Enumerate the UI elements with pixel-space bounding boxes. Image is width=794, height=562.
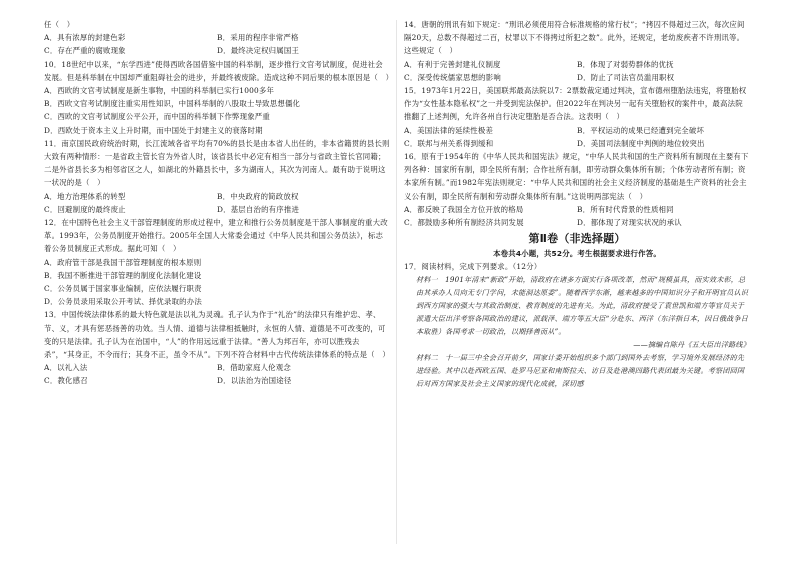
- right-column: [404, 18, 750, 390]
- q17-title: 17．阅读材料，完成下列要求。（12分）: [404, 262, 542, 272]
- q12-option-d: D．公务员录用采取公开考试、择优录取的办法: [44, 297, 202, 307]
- q14-option-a: A．有利于完善封建礼仪制度: [404, 59, 501, 69]
- q11-option-a: A．地方治理体系的转型: [44, 191, 126, 201]
- q9-option-a: A．具有浓厚的封建色彩: [44, 33, 126, 43]
- q11-options: [44, 190, 390, 216]
- q15-option-a: A．美国法律的延续性极差: [404, 125, 494, 135]
- q9-option-d: D．最终决定权归属国王: [217, 46, 300, 56]
- q16-options: [404, 203, 750, 229]
- q16-option-b: B．所有时代背景的性质相同: [577, 204, 674, 214]
- q12-stem: 12．在中国特色社会主义干部管理制度的形成过程中，建立和推行公务员制度是干部人事制度的重大改革。1993年，公务员制度开始推行。2005年全国人大常委会通过《中华人民共和国公务员法》，标志着公务员制度正式形成。据此可知（ ）: [44, 218, 388, 254]
- q15-stem: 15．1973年1月22日，美国联邦最高法院以7：2票数裁定通过判决，宣布德州堕胎法违宪，将堕胎权作为“女性基本隐私权”之一并受到宪法保护。但2022年在判决另一起有关堕胎权的案件中，最高法院推翻了上述判例，允许各州自行决定堕胎是否合法。这表明（ ）: [404, 86, 747, 122]
- q16-option-d: D．都体现了对现实状况的承认: [577, 218, 682, 228]
- q9-option-c: C．存在严重的腐败现象: [44, 46, 126, 56]
- q16-stem: 16．原有于1954年的《中华人民共和国宪法》规定，“中华人民共和国的生产资料所有制现在主要有下列各种：国家所有制，即全民所有制；合作社所有制，即劳动群众集体所有制；个体劳动者所有制；资本家所有制。”而1982年宪法则规定：“中华人民共和国的社会主义经济制度的基础是生产资料的社会主义公有制，即全民所有制和劳动群众集体所有制。”这说明两部宪法（ ）: [404, 152, 749, 201]
- q11-option-c: C．回避制度的最终废止: [44, 204, 126, 214]
- q15-option-c: C．联邦与州关系得到缓和: [404, 138, 494, 148]
- q10-option-d: D．西欧处于资本主义上升时期，而中国处于封建主义的衰落时期: [44, 125, 263, 135]
- q9-tail: 任（ ）: [44, 20, 75, 29]
- q12-options: [44, 256, 390, 309]
- q14-option-c: C．深受传统儒家思想的影响: [404, 72, 501, 82]
- q15-option-b: B．平权运动的成果已经遭到完全破坏: [577, 125, 705, 135]
- column-divider: [396, 20, 397, 544]
- q14-stem: 14．唐朝的刑讯有如下规定：“刑讯必须使用符合标准规格的常行杖”；“拷囚不得超过三次，每次应间隔20天，总数不得超过二百，杖罪以下不得拷过所犯之数”。此外，还规定，老幼废疾者不许刑讯等。这些规定（ ）: [404, 20, 745, 56]
- q11-stem: 11．南京国民政府统治时期，长江流域各省平均有70%的县长是由本省人出任的，非本省籍贯的县长则大致有两种情形：一是省政主管长官为外省人时，该省县长中必定有相当一部分与省政主管长官同籍；二是外省县长多为相邻省区之人，如湖北的外籍县长中，多为湖南人，其次为河南人。最有助于说明这一状况的是（ ）: [44, 138, 390, 188]
- left-column: [44, 18, 394, 388]
- q13-option-d: D．以法治为治国途径: [217, 376, 292, 386]
- q13-stem: 13．中国传统法律体系的最大特色就是法以礼为灵魂。孔子认为作于“礼治”的法律只有维护忠、孝、节、义，才具有惩恶扬善的功效。当人情、道德与法律相抵触时，永恒的人情、道德是不可改变的，可变的只是法律。孔子认为在治国中，“人”的作用远远重于法律。“善人为邦百年，亦可以胜残去杀”，“其身正，不令而行；其身不正，虽令不从”。下列不符合材料中古代传统法律体系的特点是（ ）: [44, 310, 390, 360]
- q10-option-a: A．西欧的文官考试制度是新生事物，中国的科举制已实行1000多年: [44, 86, 275, 96]
- q12-option-c: C．公务员属于国家事业编制，应依法履行职责: [44, 284, 202, 294]
- q13-option-b: B．借助家庭人伦观念: [217, 363, 291, 373]
- q15-option-d: D．美国司法制度中判例的地位较突出: [577, 138, 705, 148]
- q13-options: [44, 361, 390, 387]
- q13-option-a: A．以礼入法: [44, 363, 88, 373]
- q10-stem: 10．18世纪中以来，“东学西进”使得西欧各国借鉴中国的科举制，逐步推行文官考试制度，促进社会发展。但是科举制在中国却严重阻碍社会的进步，并最终被废除。造成这种不同后果的根本原因是（ ）: [44, 59, 394, 82]
- section-title: 第Ⅱ卷（非选择题）: [528, 232, 626, 246]
- q12-option-a: A．政府管干部是我国干部管理制度的根本原则: [44, 257, 202, 267]
- material-1-source: ——摘编自陈丹《五大臣出洋路线》: [633, 340, 750, 350]
- material-1: 材料一 1901年清末“新政”开始，清政府在诸多方面实行各项改革，然而“规模虽具，而实效未彰，总由其承办人员向无专门学问，未能洞达原委”。随着西学东渐，越来越多的中国知识分子和开明官员认识到西方国家的强大与其政治制度、教育制度的先进有关。为此，清政府接受了袁世凯和端方等官员关于派遣大臣出洋考察各国政治的建议，派载泽、端方等五大臣“分赴东、西洋（东洋指日本，因日俄战争日本取胜）各国考求一切政治，以期择善而从”。: [416, 275, 749, 337]
- q10-option-c: C．西欧的文官考试制度公平公开，而中国的科举制下作弊现象严重: [44, 112, 270, 122]
- q15-options: [404, 124, 750, 150]
- q10-option-b: B．西欧文官考试制度注重实用性知识，中国科举制的八股取士导致思想僵化: [44, 99, 301, 109]
- q12-option-b: B．我国不断推进干部管理的制度化法制化建设: [44, 270, 202, 280]
- q14-option-d: D．防止了司法官员滥用职权: [577, 72, 675, 82]
- q11-option-b: B．中央政府的简政放权: [217, 191, 299, 201]
- q9-option-b: B．采用的程序非常严格: [217, 33, 299, 43]
- q16-option-a: A．都反映了我国全方位开放的格局: [404, 204, 524, 214]
- q14-option-b: B．体现了对弱势群体的优抚: [577, 59, 674, 69]
- q13-option-c: C．教化感召: [44, 376, 88, 386]
- material-2: 材料二 十一届三中全会召开前夕，国家计委开始组织多个部门到国外去考察，学习境外发展经济的先进经验。其中以赴西欧五国、赴罗马尼亚和南斯拉夫、访日及赴港澳四路代表团最为关键。考察团回国后对西方国家及社会主义国家的现代化成就，深切感: [416, 353, 745, 389]
- q11-option-d: D．基层自治的有序推进: [217, 204, 300, 214]
- q14-options: [404, 58, 750, 84]
- q10-options: [44, 84, 390, 137]
- q9-options: [44, 31, 390, 57]
- q16-option-c: C．都鼓励多种所有制经济共同发展: [404, 218, 524, 228]
- section-note: 本卷共4小题，共52分。考生根据要求进行作答。: [493, 249, 661, 259]
